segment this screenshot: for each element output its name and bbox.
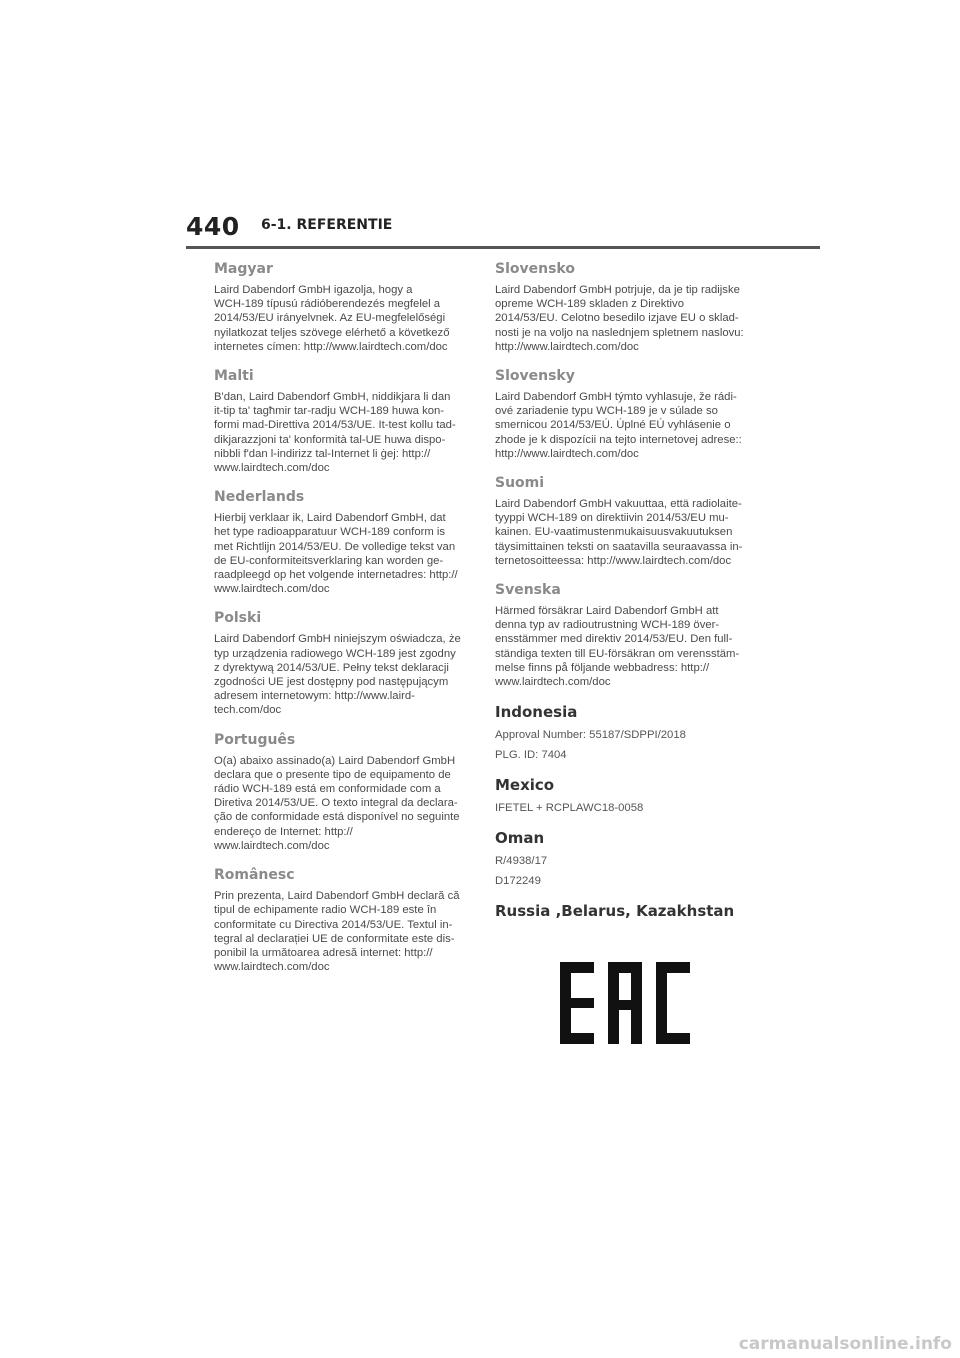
oman-dealer-number: D172249 [495,875,541,888]
country-block-oman [495,829,760,888]
declaration-text-svenska: Härmed försäkrar Laird Dabendorf GmbH att denna typ av radioutrustning WCH-189 över- ensstämmer med direktiv 2014/53/EU. Den full- ständiga texten till EU-försäkran om verensstäm- melse finns på följande webbadress: http:// www.lairdtech.com/doc [495,605,740,689]
indonesia-plg-id: PLG. ID: 7404 [495,749,567,762]
language-heading-nederlands: Nederlands [214,489,305,506]
mexico-ifetel-number: IFETEL + RCPLAWC18-0058 [495,802,644,815]
declaration-text-polski: Laird Dabendorf GmbH niniejszym oświadcza, że typ urządzenia radiowego WCH-189 jest zgodny z dyrektywą 2014/53/UE. Pełny tekst deklaracji zgodności UE jest dostępny pod następującym adresem internetowym: http://www.laird- tech.com/doc [214,633,461,717]
header-divider [186,246,820,249]
country-block-russia [495,902,760,920]
indonesia-approval-number: Approval Number: 55187/SDPPI/2018 [495,729,686,742]
right-column [495,261,760,934]
declaration-text-slovensky: Laird Dabendorf GmbH týmto vyhlasuje, že rádi- ové zariadenie typu WCH-189 je v súlade so smernicou 2014/53/EÚ. Úplné EÚ vyhlásenie o zhode je k dispozícii na tejto internetovej adrese:: http://www.lairdtech.com/doc [495,391,742,460]
declaration-text-portugues: O(a) abaixo assinado(a) Laird Dabendorf GmbH declara que o presente tipo de equipamento de rádio WCH-189 está em conformidade com a Diretiva 2014/53/UE. O texto integral da declara- ção de conformidade está disponível no seguinte endereço de Internet: http:// www.lairdtech.com/doc [214,754,460,852]
language-heading-romanesc: Românesc [214,867,295,884]
section-title: 6-1. REFERENTIE [261,217,393,233]
page-header [186,212,820,246]
page-number: 440 [186,212,240,241]
watermark: carmanualsonline.info [738,1334,952,1354]
declaration-text-slovensko: Laird Dabendorf GmbH potrjuje, da je tip radijske opreme WCH-189 skladen z Direktivo 2014/53/EU. Celotno besedilo izjave EU o sklad- nosti je na voljo na naslednjem spletnem naslovu: http://www.lairdtech.com/doc [495,284,744,353]
language-heading-slovensko: Slovensko [495,261,575,277]
declaration-text-suomi: Laird Dabendorf GmbH vakuuttaa, että radiolaite- tyyppi WCH-189 on direktiivin 2014/53/EU mu- kainen. EU-vaatimustenmukaisuusvakuutuksen täysimittainen teksti on saatavilla seuraavassa in- ternetosoitteessa: http://www.lairdtech.com/doc [495,498,743,567]
country-block-mexico [495,776,760,815]
country-heading-oman: Oman [495,829,545,848]
left-column [214,261,469,988]
declaration-text-romanesc: Prin prezenta, Laird Dabendorf GmbH declară că tipul de echipamente radio WCH-189 este în conformitate cu Directiva 2014/53/UE. Textul in- tegral al declarației UE de conformitate este dis- ponibil la următoarea adresă internet: http:// www.lairdtech.com/doc [214,890,460,974]
country-heading-indonesia: Indonesia [495,703,578,722]
declaration-text-malti: B'dan, Laird Dabendorf GmbH, niddikjara li dan it-tip ta' tagħmir tar-radju WCH-189 huwa kon- formi mad-Direttiva 2014/53/UE. It-test kollu tad- dikjarazzjoni ta' konformità tal-UE huwa dispo- nibbli f'dan l-indirizz tal-Internet li ġej: http:// www.lairdtech.com/doc [214,391,456,475]
declaration-text-magyar: Laird Dabendorf GmbH igazolja, hogy a WCH-189 típusú rádióberendezés megfelel a 2014/53/EU irányelvnek. Az EU-megfelelőségi nyilatkozat teljes szövege elérhető a következő internetes címen: http://www.lairdtech.com/doc [214,284,450,353]
language-heading-portugues: Português [214,731,296,748]
country-heading-mexico: Mexico [495,776,555,795]
language-heading-suomi: Suomi [495,475,545,492]
language-heading-magyar: Magyar [214,261,273,277]
language-heading-polski: Polski [214,610,262,627]
country-block-indonesia [495,703,760,762]
language-heading-slovensky: Slovensky [495,368,575,385]
language-heading-malti: Malti [214,368,254,385]
declaration-text-nederlands: Hierbij verklaar ik, Laird Dabendorf GmbH, dat het type radioapparatuur WCH-189 conform is met Richtlijn 2014/53/EU. De volledige tekst van de EU-conformiteitsverklaring kan worden ge- raadpleegd op het volgende internetadres: http:// www.lairdtech.com/doc [214,512,458,596]
language-heading-svenska: Svenska [495,582,561,599]
eac-mark-icon [560,962,690,1044]
oman-registration-number: R/4938/17 [495,855,548,868]
country-heading-russia-belarus-kazakhstan: Russia ,Belarus, Kazakhstan [495,902,735,921]
